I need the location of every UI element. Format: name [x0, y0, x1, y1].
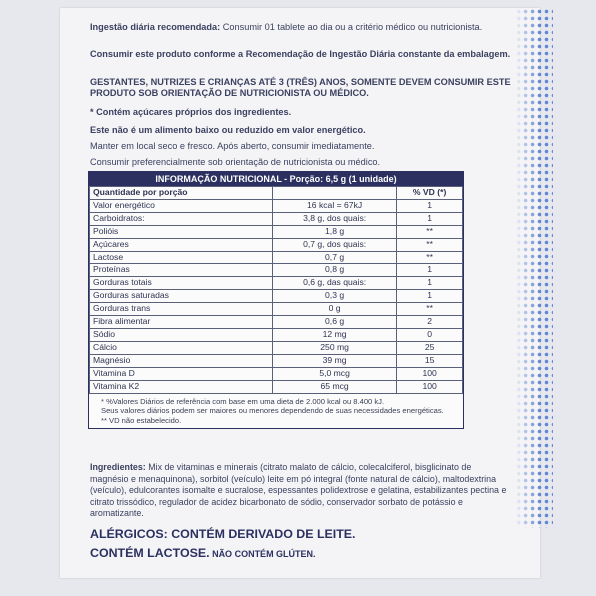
table-row: [90, 354, 463, 367]
nutrient-name: Fibra alimentar: [90, 316, 273, 329]
intake-text: Consumir 01 tablete ao dia ou a critério médico ou nutricionista.: [220, 22, 483, 32]
nutrient-amount: 12 mg: [272, 328, 396, 341]
nutrient-amount: 0,7 g: [272, 251, 396, 264]
nutrient-name: Vitamina D: [90, 367, 273, 380]
dot-pattern-decoration: [515, 8, 553, 528]
energy-note: Este não é um alimento baixo ou reduzido em valor energético.: [90, 125, 366, 135]
nutrient-vd: 25: [397, 341, 463, 354]
nutrient-amount: 0,6 g, das quais:: [272, 277, 396, 290]
recommended-intake: [90, 22, 520, 33]
lactose-statement: CONTÉM LACTOSE.: [90, 546, 210, 560]
ingredients-label: Ingredientes:: [90, 462, 146, 472]
nutrient-vd: 2: [397, 316, 463, 329]
nutrient-vd: 1: [397, 277, 463, 290]
table-row: [90, 212, 463, 225]
table-footnotes: [89, 394, 463, 429]
nutrient-name: Gorduras trans: [90, 303, 273, 316]
warning-pregnant: GESTANTES, NUTRIZES E CRIANÇAS ATÉ 3 (TRÊS) ANOS, SOMENTE DEVEM CONSUMIR ESTE PRODUTO SOB ORIENTAÇÃO DE NUTRICIONISTA OU MÉDICO.: [90, 77, 511, 98]
table-row: [90, 264, 463, 277]
table-row: [90, 251, 463, 264]
nutrient-name: Carboidratos:: [90, 212, 273, 225]
nutrient-vd: **: [397, 303, 463, 316]
nutrition-table: [88, 171, 464, 429]
nutrient-vd: 100: [397, 380, 463, 393]
nutrition-grid: [89, 186, 463, 394]
nutrient-amount: 16 kcal = 67kJ: [272, 199, 396, 212]
nutrient-amount: 3,8 g, dos quais:: [272, 212, 396, 225]
nutrient-vd: 15: [397, 354, 463, 367]
footnote-2: Seus valores diários podem ser maiores ou menores dependendo de suas necessidades energéticas.: [101, 406, 444, 416]
table-row: [90, 367, 463, 380]
table-row: [90, 316, 463, 329]
nutrient-amount: 0,7 g, dos quais:: [272, 238, 396, 251]
table-row: [90, 341, 463, 354]
consumption-note: Consumir este produto conforme a Recomendação de Ingestão Diária constante da embalagem.: [90, 49, 511, 59]
nutrient-name: Magnésio: [90, 354, 273, 367]
table-row: [90, 238, 463, 251]
nutrient-name: Cálcio: [90, 341, 273, 354]
nutrient-amount: 1,8 g: [272, 225, 396, 238]
nutrient-name: Açúcares: [90, 238, 273, 251]
table-row: [90, 290, 463, 303]
table-row: [90, 199, 463, 212]
header-amount: [272, 187, 396, 200]
nutrient-vd: 0: [397, 328, 463, 341]
table-row: [90, 225, 463, 238]
intake-label: Ingestão diária recomendada:: [90, 22, 221, 32]
footnote-1: * %Valores Diários de referência com base em uma dieta de 2.000 kcal ou 8.400 kJ.: [101, 396, 385, 406]
nutrient-name: Valor energético: [90, 199, 273, 212]
storage-note: Manter em local seco e fresco. Após aberto, consumir imediatamente.: [90, 141, 375, 151]
gluten-statement: NÃO CONTÉM GLÚTEN.: [209, 549, 316, 559]
orientation-note: Consumir preferencialmente sob orientação de nutricionista ou médico.: [90, 157, 381, 167]
nutrient-name: Proteínas: [90, 264, 273, 277]
nutrient-name: Gorduras saturadas: [90, 290, 273, 303]
nutrient-vd: 100: [397, 367, 463, 380]
nutrient-amount: 65 mcg: [272, 380, 396, 393]
table-row: [90, 328, 463, 341]
nutrient-amount: 250 mg: [272, 341, 396, 354]
nutrient-vd: 1: [397, 290, 463, 303]
nutrient-vd: **: [397, 238, 463, 251]
sugar-note: * Contém açúcares próprios dos ingredientes.: [90, 107, 292, 117]
header-quantity: Quantidade por porção: [90, 187, 273, 200]
nutrient-name: Sódio: [90, 328, 273, 341]
nutrient-amount: 5,0 mcg: [272, 367, 396, 380]
nutrient-name: Polióis: [90, 225, 273, 238]
nutrient-name: Lactose: [90, 251, 273, 264]
nutrient-name: Gorduras totais: [90, 277, 273, 290]
nutrient-amount: 0 g: [272, 303, 396, 316]
allergen-lactose: [90, 546, 316, 560]
ingredients: [90, 462, 510, 520]
nutrient-vd: 1: [397, 212, 463, 225]
nutrient-vd: **: [397, 251, 463, 264]
footnote-3: ** VD não estabelecido.: [101, 415, 182, 425]
nutrient-amount: 0,8 g: [272, 264, 396, 277]
table-row: [90, 303, 463, 316]
nutrient-vd: 1: [397, 264, 463, 277]
nutrient-name: Vitamina K2: [90, 380, 273, 393]
nutrient-amount: 0,3 g: [272, 290, 396, 303]
nutrient-amount: 39 mg: [272, 354, 396, 367]
table-row: [90, 277, 463, 290]
table-header-row: [90, 187, 463, 200]
table-row: [90, 380, 463, 393]
allergen-milk: ALÉRGICOS: CONTÉM DERIVADO DE LEITE.: [90, 527, 356, 541]
nutrient-vd: **: [397, 225, 463, 238]
nutrition-table-title: INFORMAÇÃO NUTRICIONAL - Porção: 6,5 g (1 unidade): [89, 172, 463, 186]
header-vd: % VD (*): [397, 187, 463, 200]
nutrient-vd: 1: [397, 199, 463, 212]
nutrient-amount: 0,6 g: [272, 316, 396, 329]
ingredients-text: Mix de vitaminas e minerais (citrato malato de cálcio, colecalciferol, bisglicinato de magnésio e menaquinona), sorbitol (veículo) leite em pó integral (fonte natural de cálcio), maltodextrina (veículo), edulcorantes isomalte e sucralose, espessantes polidextrose e gelatina, estabilizantes pectina e citrato trissódico, regulador de acidez bicarbonato de sódio, conservador sorbato de potássio e aromatizante.: [90, 462, 507, 519]
